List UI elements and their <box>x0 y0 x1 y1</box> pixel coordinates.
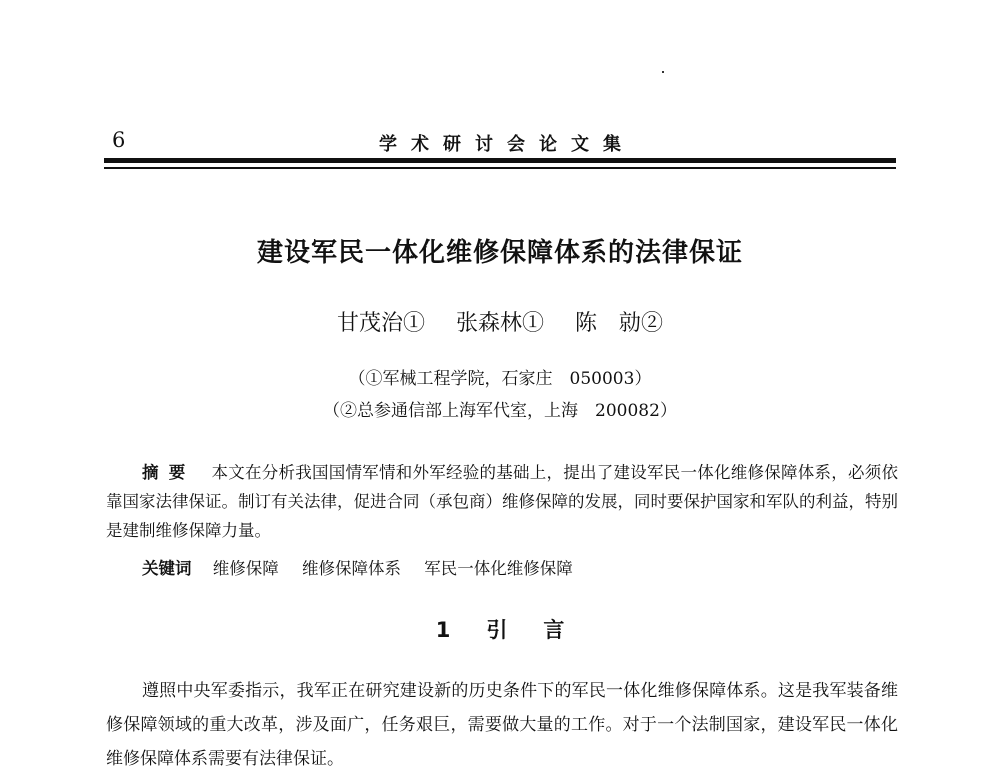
keyword: 维修保障 <box>212 559 279 578</box>
keywords <box>142 555 591 579</box>
body-paragraph: 遵照中央军委指示，我军正在研究建设新的历史条件下的军民一体化维修保障体系。这是我军装备维修保障领域的重大改革，涉及面广，任务艰巨，需要做大量的工作。对于一个法制国家，建设军民一体化维修保障体系需要有法律保证。 <box>106 681 898 769</box>
header-rule-thick <box>104 158 896 163</box>
header-rule-thin <box>104 167 896 169</box>
page-number: 6 <box>112 128 126 152</box>
abstract <box>106 458 898 545</box>
author-name: 甘茂治① <box>336 311 425 336</box>
affiliation: （②总参通信部上海军代室，上海 200082） <box>323 401 677 421</box>
author-name: 张森林① <box>455 311 544 336</box>
author-name: 陈 勍② <box>575 311 664 336</box>
keywords-label: 关键词 <box>142 559 192 578</box>
section-number: 1 <box>435 618 451 642</box>
section-heading <box>0 614 1000 644</box>
keyword: 军民一体化维修保障 <box>424 559 573 578</box>
keyword: 维修保障体系 <box>302 559 401 578</box>
author-list <box>0 306 1000 337</box>
paper-title: 建设军民一体化维修保障体系的法律保证 <box>256 238 743 268</box>
section-title-char: 言 <box>543 618 565 642</box>
speck-mark <box>662 71 664 73</box>
running-title: 学术研讨会论文集 <box>379 134 635 155</box>
section-title-char: 引 <box>486 618 508 642</box>
abstract-label: 摘要 <box>142 463 196 482</box>
abstract-text: 本文在分析我国国情军情和外军经验的基础上，提出了建设军民一体化维修保障体系，必须依靠国家法律保证。制订有关法律，促进合同（承包商）维修保障的发展，同时要保护国家和军队的利益，特别是建制维修保障力量。 <box>106 463 898 540</box>
affiliation: （①军械工程学院，石家庄 050003） <box>348 369 652 389</box>
